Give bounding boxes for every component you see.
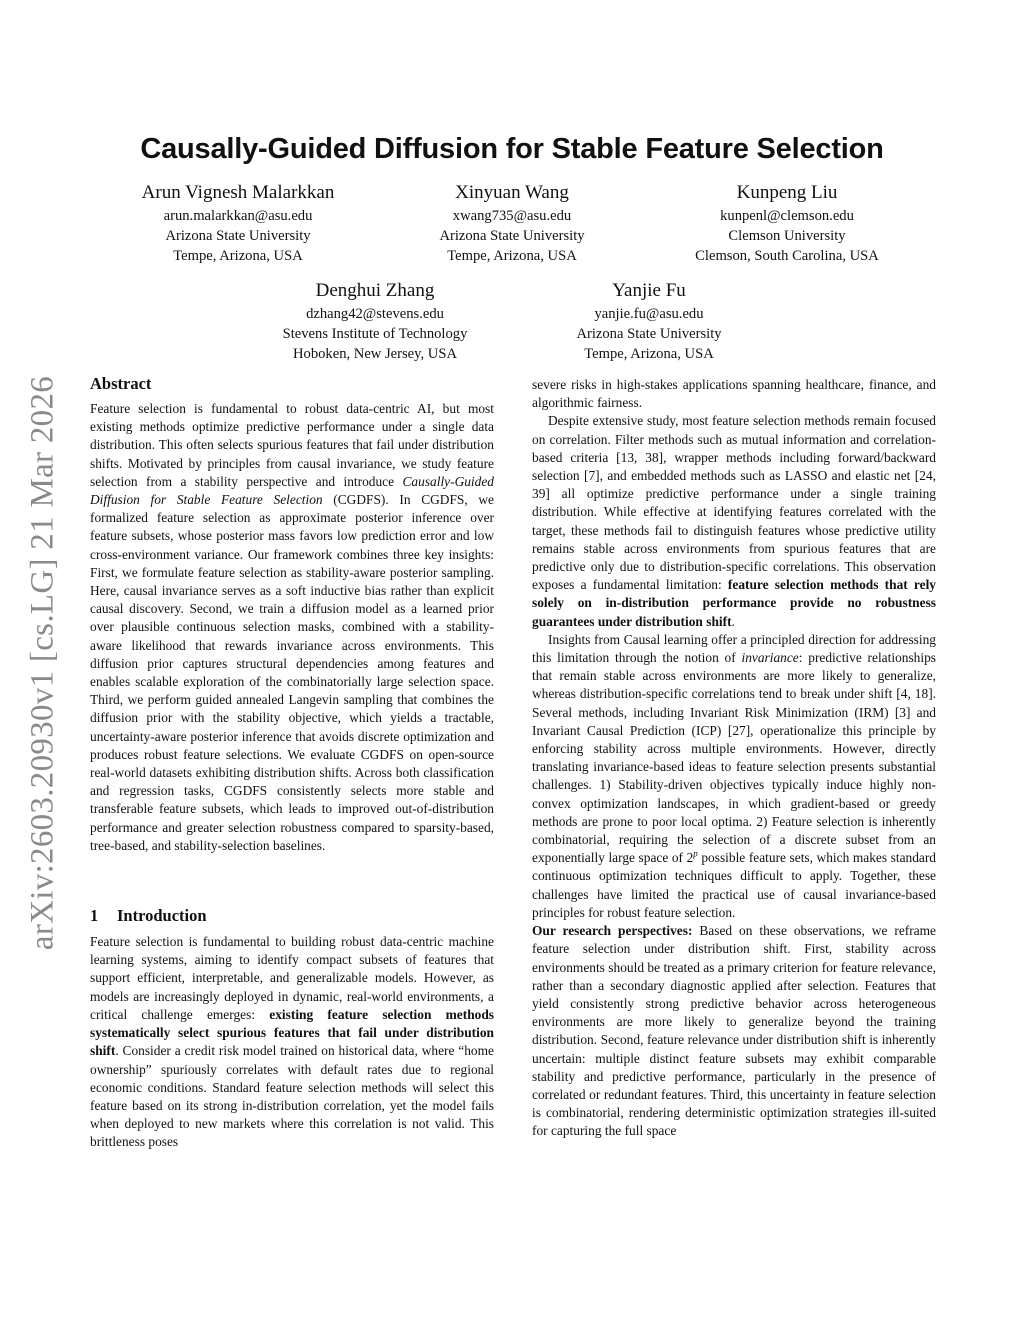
author-email: xwang735@asu.edu xyxy=(452,208,572,224)
author-block xyxy=(88,180,388,266)
author-affiliation: Stevens Institute of Technology xyxy=(282,326,468,342)
paper-title: Causally-Guided Diffusion for Stable Feature Selection xyxy=(140,133,884,165)
author-block xyxy=(362,180,662,266)
author-email: yanjie.fu@asu.edu xyxy=(594,306,704,322)
author-block xyxy=(225,278,525,364)
author-email: arun.malarkkan@asu.edu xyxy=(163,208,313,224)
paragraph-continued: severe risks in high-stakes applications spanning healthcare, finance, and algorithmic fairness. xyxy=(532,377,936,411)
left-column xyxy=(90,373,494,1152)
author-name: Kunpeng Liu xyxy=(736,182,838,203)
author-name: Denghui Zhang xyxy=(315,280,435,301)
section-number: 1 xyxy=(90,906,99,926)
abstract-text: Feature selection is fundamental to robust data-centric AI, but most existing methods optimize predictive performance under a single data distribution. This often selects spurious features that fail under distribution shifts. Motivated by principles from causal invariance, we study feature selection from a stability perspective and introduce Causally-Guided Diffusion for Stable Feature Selection (CGDFS). In CGDFS, we formalized feature selection as approximate posterior inference over feature subsets, whose posterior mass favors low prediction error and low cross-environment variance. Our framework combines three key insights: First, we formulate feature selection as stability-aware posterior sampling. Here, causal invariance serves as a soft inductive bias rather than explicit causal discovery. Second, we train a diffusion model as a learned prior over plausible continuous selection masks, combined with a stability-aware likelihood that rewards invariance across environments. This diffusion prior captures structural dependencies among features and enables scalable exploration of the combinatorially large selection space. Third, we perform guided annealed Langevin sampling that combines the diffusion prior with the stability objective, which yields a tractable, uncertainty-aware posterior inference that avoids discrete optimization and produces robust feature selections. We evaluate CGDFS on open-source real-world datasets exhibiting distribution shifts. Across both classification and regression tasks, CGDFS consistently selects more stable and transferable feature subsets, which leads to improved out-of-distribution performance and greater selection robustness compared to sparsity-based, tree-based, and stability-selection baselines. xyxy=(90,401,494,853)
author-name: Arun Vignesh Malarkkan xyxy=(141,182,335,203)
author-block xyxy=(499,278,799,364)
research-perspectives-paragraph: Our research perspectives: Based on these observations, we reframe feature selection under distribution shift. First, stability across environments should be treated as a primary criterion for feature relevance, rather than a secondary diagnostic applied after selection. Features that yield consistently strong predictive behavior across heterogeneous environments are more likely to generalize beyond the training distribution. Second, feature relevance under distribution shift is inherently uncertain: multiple distinct feature subsets may exhibit comparable stability and predictive performance, particularly in the presence of correlated or redundant features. Third, this uncertainty in feature selection is combinatorial, rendering deterministic optimization strategies ill-suited for capturing the full space xyxy=(532,923,936,1139)
author-affiliation: Arizona State University xyxy=(165,228,311,244)
section-title: Introduction xyxy=(117,906,207,926)
introduction-paragraph: Feature selection is fundamental to building robust data-centric machine learning systems, aiming to identify compact subsets of features that support efficient, interpretable, and generalizable models. However, as models are increasingly deployed in dynamic, real-world environments, a critical challenge emerges: existing feature selection methods systematically select spurious features that fail under distribution shift. Consider a credit risk model trained on historical data, where “home ownership” spuriously correlates with default rates due to regional economic conditions. Standard feature selection methods will select this feature based on its strong in-distribution correlation, yet the model fails when deployed to new markets where this correlation is not valid. This brittleness poses xyxy=(90,934,495,1150)
invariance-paragraph: Insights from Causal learning offer a principled direction for addressing this limitation through the notion of invariance: predictive relationships that remain stable across environments are more likely to generalize, whereas distribution-specific correlations tend to break under shift [4, 18]. Several methods, including Invariant Risk Minimization (IRM) [3] and Invariant Causal Prediction (ICP) [27], operationalize this principle by enforcing stability across multiple environments. However, directly translating invariance-based ideas to feature selection presents substantial challenges. 1) Stability-driven objectives typically induce highly non-convex optimization landscapes, in which gradient-based or greedy methods are prone to poor local optima. 2) Feature selection is inherently combinatorial, requiring the selection of a discrete subset from an exponentially large space of 2$^p$ possible feature sets, which makes standard continuous optimization techniques difficult to apply. Together, these challenges have limited the practical use of causal invariance-based principles for robust feature selection. xyxy=(532,631,936,920)
author-affiliation: Arizona State University xyxy=(439,228,585,244)
author-email: dzhang42@stevens.edu xyxy=(306,306,444,322)
author-name: Yanjie Fu xyxy=(612,280,686,301)
arxiv-identifier: arXiv:2603.20930v1 [cs.LG] 21 Mar 2026 xyxy=(24,375,61,951)
author-location: Tempe, Arizona, USA xyxy=(447,248,577,264)
abstract-heading: Abstract xyxy=(90,374,152,393)
author-location: Hoboken, New Jersey, USA xyxy=(292,346,457,362)
author-name: Xinyuan Wang xyxy=(455,182,569,203)
author-affiliation: Clemson University xyxy=(728,228,846,244)
author-location: Tempe, Arizona, USA xyxy=(584,346,714,362)
author-email: kunpenl@clemson.edu xyxy=(720,208,854,224)
author-block xyxy=(637,180,937,266)
author-location: Clemson, South Carolina, USA xyxy=(695,248,879,264)
right-column xyxy=(532,376,936,1141)
author-affiliation: Arizona State University xyxy=(576,326,722,342)
author-location: Tempe, Arizona, USA xyxy=(173,248,303,264)
introduction-heading xyxy=(90,905,494,927)
related-methods-paragraph: Despite extensive study, most feature selection methods remain focused on correlation. Filter methods such as mutual information and correlation-based criteria [13, 38], wrapper methods including forward/backward selection [7], and embedded methods such as LASSO and elastic net [24, 39] all optimize predictive performance under a single training distribution. While effective at identifying features correlated with the target, these methods fail to distinguish features whose predictive utility remains stable across environments from spurious features that are predictive only due to distribution-specific correlations. This observation exposes a fundamental limitation: feature selection methods that rely solely on in-distribution performance provide no robustness guarantees under distribution shift. xyxy=(532,413,936,629)
